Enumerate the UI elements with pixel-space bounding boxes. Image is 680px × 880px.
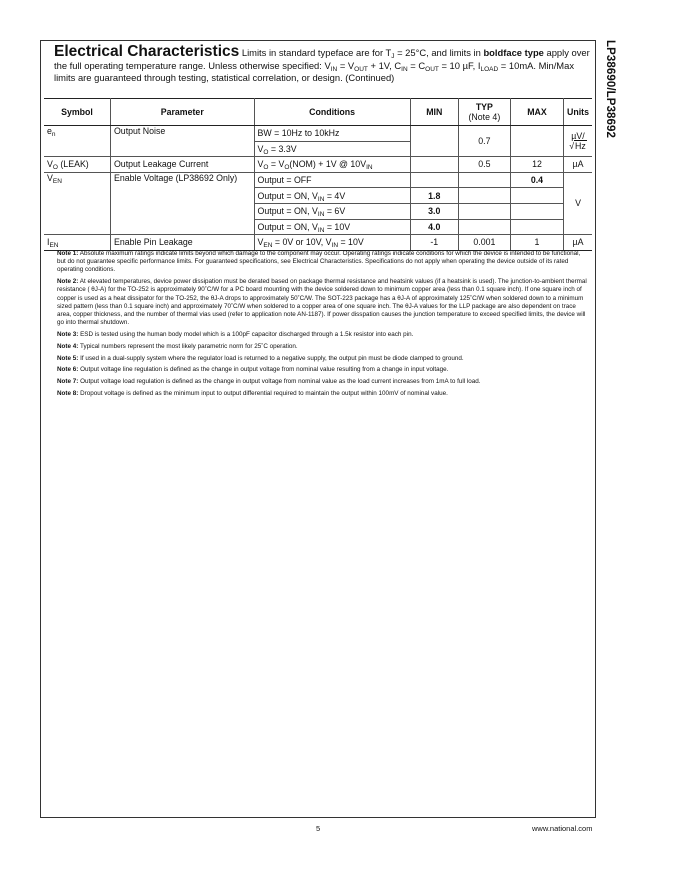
intro-text-7: = 10 µF, I (438, 59, 481, 71)
cell-symbol-en (44, 126, 110, 157)
cond-ven-10v-b: = 10V (324, 221, 351, 232)
note-7-label: Note 7: (57, 378, 79, 386)
cell-unit-leak: µA (564, 157, 593, 173)
note-1-text: Absolute maximum ratings indicate limits beyond which damage to the component may occur. Operating ratings indicate conditions for which the device is intended to be functional, but do not guarantee specific performance limits. For guaranteed specifications, see Electrical Characteristics. Specifications do not apply when operating the device outside of its rated operating conditions. (57, 250, 581, 274)
sym-en: e (47, 126, 52, 136)
cell-max-ven-6v (510, 203, 563, 219)
cell-symbol-ien (44, 235, 110, 251)
cell-max-ien: 1 (510, 235, 563, 251)
cell-typ-ven-6v (458, 203, 510, 219)
cond-ven-6v-a: Output = ON, V (257, 206, 318, 217)
page-number: 5 (316, 824, 321, 833)
cell-symbol-ven (44, 172, 110, 234)
note-2 (57, 278, 587, 327)
cond-vo-a: V (257, 143, 264, 154)
cond-leak-sub2: O (284, 164, 290, 172)
electrical-characteristics-table (44, 98, 592, 251)
website-link[interactable]: www.national.com (532, 824, 593, 833)
cond-ven-4v-a: Output = ON, V (257, 190, 318, 201)
cell-max-ven-4v (510, 188, 563, 204)
intro-text-4: = V (337, 59, 355, 71)
sqrt-icon: √Hz (569, 141, 586, 152)
intro-bold-phrase: boldface type (483, 47, 544, 58)
header-typ (458, 99, 510, 126)
note-7 (57, 378, 587, 386)
note-3-text: ESD is tested using the human body model which is a 100pF capacitor discharged through a 1.5k resistor into each pin. (80, 331, 414, 339)
cell-typ-ven-4v (458, 188, 510, 204)
note-4 (57, 343, 587, 351)
section-title: Electrical Characteristics (54, 43, 240, 60)
intro-sub-load: LOAD (480, 65, 499, 73)
sym-ien-sub: EN (49, 242, 59, 250)
intro-sub-cout: OUT (425, 65, 439, 73)
note-7-text: Output voltage load regulation is defined as the change in output voltage from nominal value as the load current increases from 1mA to full load. (80, 378, 481, 386)
note-2-label: Note 2: (57, 278, 79, 286)
cell-typ-leak: 0.5 (458, 157, 510, 173)
sym-ven: V (47, 172, 53, 183)
cell-param-ien: Enable Pin Leakage (110, 235, 254, 251)
intro-text-5: + 1V, C (367, 59, 402, 71)
cond-ien-c: = 10V (338, 237, 364, 248)
note-3-label: Note 3: (57, 331, 79, 339)
cell-min-noise (410, 126, 458, 157)
sym-en-sub: n (51, 131, 56, 138)
note-5 (57, 355, 587, 363)
side-title-text: LP38690/LP38692 (604, 40, 616, 139)
cell-cond-ven-off: Output = OFF (254, 172, 410, 188)
header-symbol: Symbol (44, 99, 110, 126)
intro-paragraph (54, 43, 590, 85)
note-8-text: Dropout voltage is defined as the minimum input to output differential required to maintain the output within 100mV of nominal value. (80, 390, 448, 397)
note-8 (57, 390, 587, 398)
note-8-label: Note 8: (57, 390, 79, 397)
cell-cond-ven-4v (254, 188, 410, 204)
cell-cond-ven-10v (254, 219, 410, 235)
cell-param-leak: Output Leakage Current (110, 157, 254, 173)
table-row-enable-pin-leakage (44, 235, 592, 251)
cell-cond-ven-6v (254, 203, 410, 219)
cond-leak-a: V (257, 159, 264, 170)
cell-typ-ven-10v (458, 219, 510, 235)
cell-min-leak (410, 157, 458, 173)
cell-max-leak: 12 (510, 157, 563, 173)
header-parameter: Parameter (110, 99, 254, 126)
note-4-label: Note 4: (57, 342, 79, 350)
cond-leak-b: = V (268, 159, 285, 170)
cond-leak-sub3: IN (366, 164, 373, 172)
cond-ven-4v-b: = 4V (324, 190, 346, 201)
cell-cond-leak (254, 157, 410, 173)
intro-sub-in: IN (330, 65, 338, 73)
header-typ-label: TYP (475, 102, 493, 112)
cell-unit-ven: V (564, 172, 593, 234)
intro-text-1: Limits in standard typeface are for T (241, 47, 392, 58)
note-2-text: At elevated temperatures, device power dissipation must be derated based on package thermal resistance and heatsink values (if a heatsink is used). The junction-to-ambient thermal resistance ( θJ-A) for the TO-252 is approximately 90˚C/W for a PC board mounting with the device soldered down to minimum copper area (less than 0.1 square inch). If one square inch of copper is used as a heat dissipator for the TO-252, the θJ-A drops to approximately 50˚C/W. The SOT-223 package has a θJ-A of approximately 125˚C/W when soldered down to a minimum sized pattern (less than 0.1 square inch) and approximately 70˚C/W when soldered to a copper area of one square inch. The θJ-A values for the LLP package are also dependent on trace area, copper thickness, and the number of thermal vias used (refer to application note AN-1187). If power disspation causes the junction temperature to exceed specified limits, the device will go into thermal shutdown. (57, 278, 587, 327)
note-5-label: Note 5: (57, 354, 79, 362)
note-6 (57, 366, 587, 374)
cond-vo-sub: O (263, 148, 269, 156)
intro-sub-cin: IN (401, 65, 408, 73)
cell-cond-noise-vo (254, 141, 410, 157)
cell-min-ven-10v: 4.0 (410, 219, 458, 235)
note-6-label: Note 6: (57, 366, 79, 374)
note-5-text: If used in a dual-supply system where the regulator load is returned to a negative supply, the output pin must be diode clamped to ground. (80, 354, 464, 362)
unit-noise-radicand: Hz (575, 141, 586, 152)
sym-leak-a: V (47, 159, 53, 170)
side-title (600, 40, 618, 200)
cell-unit-noise (564, 126, 593, 157)
cell-max-noise (510, 126, 563, 157)
sym-leak-b: (LEAK) (57, 159, 89, 170)
intro-text-8: = 10mA. Min/Max limits are guaranteed through testing, statistical correlation, or design. (Continued) (54, 59, 575, 84)
cond-ven-6v-sub: IN (317, 211, 325, 219)
notes-section (57, 250, 587, 402)
note-3 (57, 331, 587, 339)
note-4-text: Typical numbers represent the most likely parametric norm for 25˚C operation. (79, 342, 298, 350)
cond-ven-4v-sub: IN (317, 195, 325, 203)
cell-typ-noise: 0.7 (458, 126, 510, 157)
sym-ien: I (47, 237, 50, 248)
header-typ-note: (Note 4) (468, 112, 501, 122)
cond-ien-sub2: IN (331, 242, 339, 250)
cond-vo-b: = 3.3V (268, 143, 297, 154)
intro-text-3: apply over the full operating temperature range. Unless otherwise specified: V (54, 47, 590, 71)
cond-ven-10v-a: Output = ON, V (257, 221, 318, 232)
header-units: Units (564, 99, 593, 126)
table-row-output-noise (44, 126, 592, 142)
cond-ien-b: = 0V or 10V, V (272, 237, 332, 248)
table-row-output-leakage (44, 157, 592, 173)
cell-min-ven-4v: 1.8 (410, 188, 458, 204)
cond-leak-sub1: O (263, 164, 269, 172)
note-1 (57, 250, 587, 275)
table-header-row (44, 99, 592, 126)
cond-ien-sub1: EN (263, 242, 273, 250)
cell-cond-noise-bw: BW = 10Hz to 10kHz (254, 126, 410, 142)
cond-leak-c: (NOM) + 1V @ 10V (289, 159, 367, 170)
intro-sub-out: OUT (354, 65, 368, 73)
cond-ien-a: V (257, 237, 264, 248)
header-conditions: Conditions (254, 99, 410, 126)
header-max: MAX (510, 99, 563, 126)
header-min: MIN (410, 99, 458, 126)
cell-param-noise: Output Noise (110, 126, 254, 157)
cell-max-ven-off: 0.4 (510, 172, 563, 188)
intro-sub-tj: J (391, 53, 395, 60)
cell-max-ven-10v (510, 219, 563, 235)
intro-text-6: = C (407, 59, 426, 71)
unit-noise-prefix: µV/ (571, 131, 585, 142)
cell-typ-ven-off (458, 172, 510, 188)
note-1-label: Note 1: (57, 250, 79, 257)
note-6-text: Output voltage line regulation is defined as the change in output voltage from nominal value resulting from a change in input voltage. (80, 366, 449, 374)
cell-min-ven-6v: 3.0 (410, 203, 458, 219)
table-row-enable-voltage-1 (44, 172, 592, 188)
cell-symbol-vo-leak (44, 157, 110, 173)
cell-min-ven-off (410, 172, 458, 188)
cond-ven-10v-sub: IN (317, 226, 325, 234)
cell-cond-ien (254, 235, 410, 251)
cell-typ-ien: 0.001 (458, 235, 510, 251)
sym-ven-sub: EN (52, 177, 62, 185)
sym-leak-sub: O (52, 164, 58, 172)
cell-min-ien: -1 (410, 235, 458, 251)
cond-ven-6v-b: = 6V (324, 206, 346, 217)
cell-param-ven: Enable Voltage (LP38692 Only) (110, 172, 254, 234)
intro-text-2: = 25°C, and limits in (394, 47, 484, 58)
cell-unit-ien: µA (564, 235, 593, 251)
